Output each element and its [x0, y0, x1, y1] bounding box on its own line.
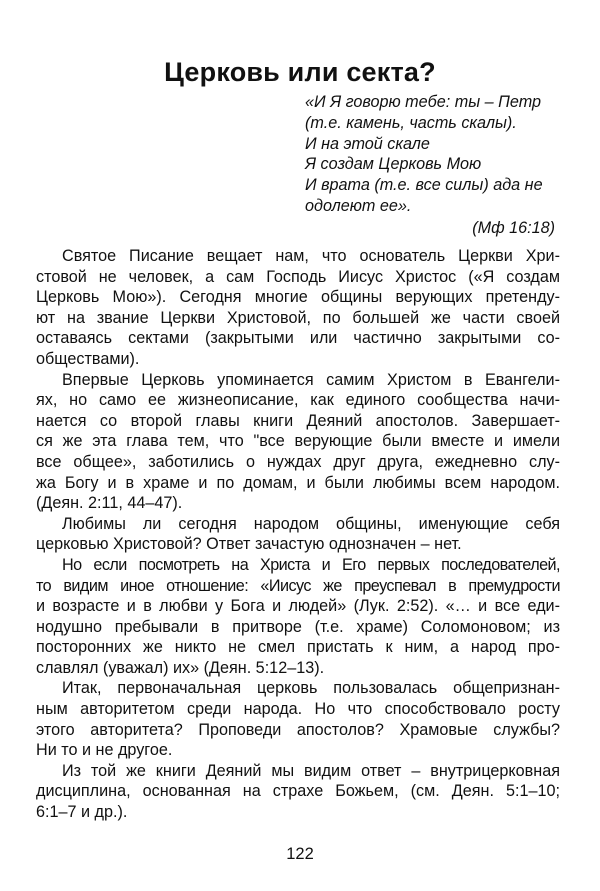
epigraph-line: И врата (т.е. все силы) ада не	[305, 176, 543, 195]
text-line: жа Богу и в храме и по домам, и были любимы всем народом.	[36, 473, 560, 492]
text-line: ях, но само ее жизнеописание, как единого сообщества начи-	[36, 391, 560, 410]
paragraph	[36, 370, 560, 514]
text-line: этого авторитета? Проповеди апостолов? Храмовые службы?	[36, 720, 560, 739]
text-line: Но если посмотреть на Христа и Его первых последователей,	[62, 555, 560, 574]
text-line: стовой не человек, а сам Господь Иисус Христос («Я создам	[36, 267, 560, 286]
chapter-title: Церковь или секта?	[164, 57, 436, 88]
epigraph-source: (Мф 16:18)	[472, 218, 555, 237]
page-number: 122	[286, 845, 314, 863]
paragraph	[36, 246, 560, 370]
text-line: нодушно пребывали в притворе (т.е. храме) Соломоновом; из	[36, 617, 560, 636]
text-line: Впервые Церковь упоминается самим Христом в Евангели-	[62, 370, 560, 389]
paragraph	[36, 555, 560, 679]
text-line: Из той же книги Деяний мы видим ответ – внутрицерковная	[62, 761, 560, 780]
text-line: ным авторитетом среди народа. Но что способствовало росту	[36, 700, 560, 719]
text-line: Ни то и не другое.	[36, 741, 173, 760]
text-line: нается со второй главы книги Деяний апостолов. Завершает-	[36, 411, 560, 430]
text-line: славлял (уважал) их» (Деян. 5:12–13).	[36, 658, 325, 677]
text-line: церковью Христовой? Ответ зачастую однозначен – нет.	[36, 535, 462, 554]
epigraph-line: (т.е. камень, часть скалы).	[305, 113, 517, 132]
text-line: оставаясь сектами (закрытыми или частично закрытыми со-	[36, 329, 560, 348]
text-line: Церковь Мою»). Сегодня многие общины верующих претенду-	[36, 288, 560, 307]
body-text	[36, 246, 560, 823]
text-line: и возрасте и в любви у Бога и людей» (Лук. 2:52). «… и все еди-	[36, 597, 560, 616]
text-line: Итак, первоначальная церковь пользовалась общепризнан-	[62, 679, 560, 698]
paragraph	[36, 761, 560, 823]
text-line: Любимы ли сегодня народом общины, именующие себя	[62, 514, 560, 533]
text-line: ся же эта глава тем, что "все верующие были вместе и имели	[36, 432, 560, 451]
epigraph-line: одолеют ее».	[305, 196, 412, 215]
text-line: все общее», заботились о нуждах друг друга, ежедневно слу-	[36, 452, 560, 471]
text-line: дисциплина, основанная на страхе Божьем, (см. Деян. 5:1–10;	[36, 782, 560, 801]
text-line: то видим иное отношение: «Иисус же преуспевал в премудрости	[36, 576, 560, 595]
epigraph-line: Я создам Церковь Мою	[305, 155, 482, 174]
epigraph	[305, 92, 565, 239]
text-line: (Деян. 2:11, 44–47).	[36, 494, 183, 513]
paragraph	[36, 678, 560, 760]
text-line: 6:1–7 и др.).	[36, 803, 128, 822]
paragraph	[36, 514, 560, 555]
text-line: ют на звание Церкви Христовой, по большей же части своей	[36, 308, 560, 327]
text-line: посторонних же никто не смел пристать к ним, а народ про-	[36, 638, 560, 657]
epigraph-line: И на этой скале	[305, 134, 430, 153]
epigraph-line: «И Я говорю тебе: ты – Петр	[305, 93, 542, 111]
text-line: Святое Писание вещает нам, что основатель Церкви Хри-	[62, 247, 560, 265]
text-line: обществами).	[36, 349, 140, 368]
